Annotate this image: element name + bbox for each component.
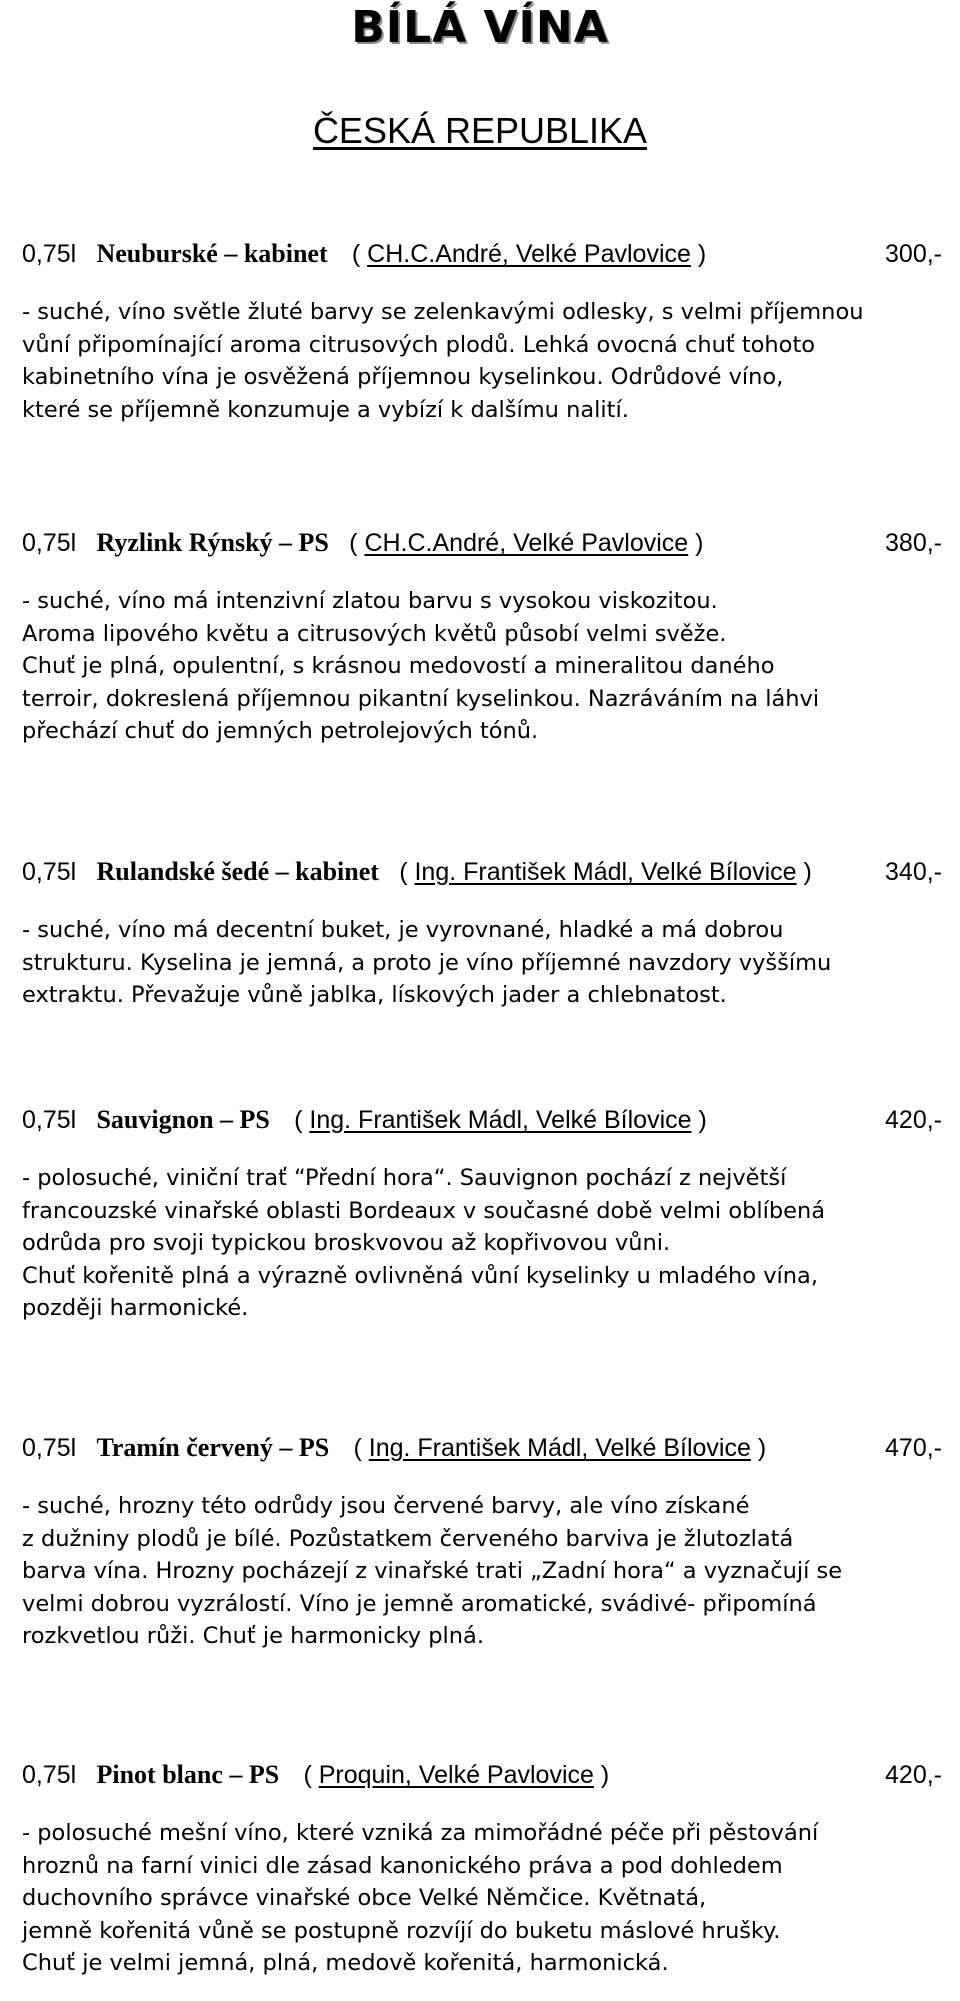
wine-description: - suché, víno má decentní buket, je vyrovnané, hladké a má dobrou strukturu. Kyselina je jemná, a proto je víno příjemné navzdory vyššímu extraktu. Převažuje vůně jablka, lískových jader a chlebnatost. [22,917,832,1008]
wine-producer: ( Ing. František Mádl, Velké Bílovice ) [294,1106,707,1134]
wine-price: 420,- [885,1761,942,1789]
wine-volume: 0,75l [22,858,77,886]
wine-description: - suché, víno má intenzivní zlatou barvu s vysokou viskozitou. Aroma lipového květu a citrusových květů působí velmi svěže. Chuť je plná, opulentní, s krásnou medovostí a mineralitou daného terroir, dokreslená příjemnou pikantní kyselinkou. Nazráváním na láhvi přechází chuť do jemných petrolejových tónů. [22,588,820,744]
wine-producer: ( Proquin, Velké Pavlovice ) [303,1761,610,1789]
wine-volume: 0,75l [22,1106,77,1134]
wine-header [22,236,942,272]
wine-header [22,525,942,561]
wine-producer: ( Ing. František Mádl, Velké Bílovice ) [353,1434,767,1462]
wine-name: Neuburské – kabinet [96,239,328,268]
wine-entry [22,236,942,426]
wine-producer: ( CH.C.André, Velké Pavlovice ) [351,240,707,268]
wine-price: 470,- [885,1434,942,1462]
wine-description: - suché, hrozny této odrůdy jsou červené barvy, ale víno získané z dužniny plodů je bílé. Pozůstatkem červeného barviva je žlutozlatá barva vína. Hrozny pocházejí z vinařské trati „Zadní hora“ a vyznačují se velmi dobrou vyzrálostí. Víno je jemně aromatické, svádivé- připomíná rozkvetlou růži. Chuť je harmonicky plná. [22,1493,843,1649]
wine-volume: 0,75l [22,1761,77,1789]
wine-entry [22,1757,942,1980]
wine-name: Rulandské šedé – kabinet [96,857,379,886]
wine-price: 380,- [885,529,942,557]
wine-name: Ryzlink Rýnský – PS [96,528,329,557]
wine-volume: 0,75l [22,529,77,557]
wine-header [22,854,942,890]
wine-name: Tramín červený – PS [96,1433,330,1462]
wine-name: Pinot blanc – PS [96,1760,280,1789]
wine-description: - suché, víno světle žluté barvy se zelenkavými odlesky, s velmi příjemnou vůní připomínající aroma citrusových plodů. Lehká ovocná chuť tohoto kabinetního vína je osvěžená příjemnou kyselinkou. Odrůdové víno, které se příjemně konzumuje a vybízí k dalšímu nalití. [22,299,864,423]
wine-producer: ( CH.C.André, Velké Pavlovice ) [349,529,704,557]
wine-price: 300,- [885,240,942,268]
wine-entry [22,525,942,748]
wine-producer: ( Ing. František Mádl, Velké Bílovice ) [399,858,812,886]
wine-volume: 0,75l [22,240,77,268]
wine-entry [22,1430,942,1653]
wine-volume: 0,75l [22,1434,77,1462]
section-heading: ČESKÁ REPUBLIKA [312,110,648,151]
wine-price: 420,- [885,1106,942,1134]
wine-price: 340,- [885,858,942,886]
wine-entry [22,1102,942,1325]
wine-header [22,1102,942,1138]
wine-description: - polosuché, viniční trať “Přední hora“. Sauvignon pochází z největší francouzské vinařské oblasti Bordeaux v současné době velmi oblíbená odrůda pro svoji typickou broskvovou až kopřivovou vůni. Chuť kořenitě plná a výrazně ovlivněná vůní kyselinky u mladého vína, později harmonické. [22,1165,826,1321]
wine-entry [22,854,942,1012]
wine-name: Sauvignon – PS [96,1105,270,1134]
wine-description: - polosuché mešní víno, které vzniká za mimořádné péče při pěstování hroznů na farní vinici dle zásad kanonického práva a pod dohledem duchovního správce vinařské obce Velké Němčice. Květnatá, jemně kořenitá vůně se postupně rozvíjí do buketu máslové hrušky. Chuť je velmi jemná, plná, medově kořenitá, harmonická. [22,1820,819,1976]
page-title: BÍLÁ VÍNA [351,2,609,53]
wine-header [22,1430,942,1466]
wine-header [22,1757,942,1793]
